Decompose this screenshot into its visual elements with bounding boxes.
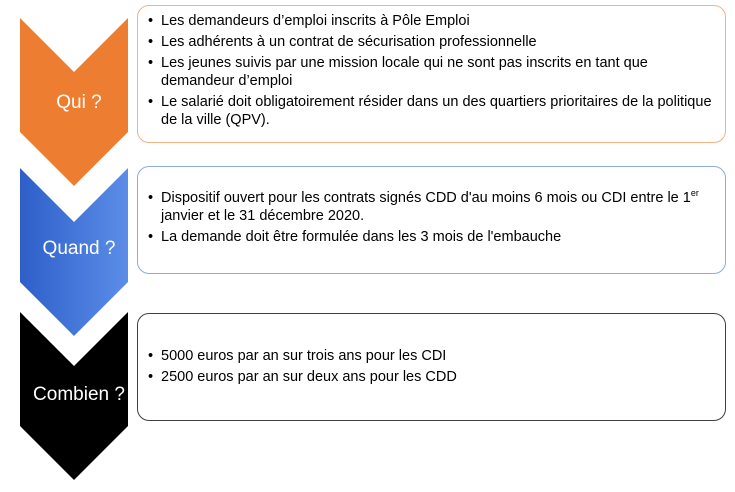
qui-box [137,5,726,143]
combien-box [137,313,726,421]
quand-box [137,166,726,274]
quand-item-text-2: janvier et le 31 décembre 2020. [161,208,365,224]
quand-item: • La demande doit être formulée dans les 3 mois de l'embauche [148,228,719,246]
qui-item: • Les jeunes suivis par une mission locale qui ne sont pas inscrits en tant que demandeur d’emploi [148,54,719,90]
quand-label: Quand ? [42,238,116,259]
quand-item-sup: er [690,188,699,199]
combien-item: • 2500 euros par an sur deux ans pour les CDD [148,368,719,386]
qui-item: • Le salarié doit obligatoirement résider dans un des quartiers prioritaires de la politique de la ville (QPV). [148,93,719,129]
combien-list [148,347,719,386]
combien-item: • 5000 euros par an sur trois ans pour les CDI [148,347,719,365]
quand-item-text-1: Dispositif ouvert pour les contrats signés CDD d'au moins 6 mois ou CDI entre le 1 [161,190,691,206]
qui-label: Qui ? [56,92,102,113]
qui-item: • Les adhérents à un contrat de sécurisation professionnelle [148,33,719,51]
quand-list [148,189,719,246]
qui-list [148,12,719,129]
qui-item: • Les demandeurs d’emploi inscrits à Pôle Emploi [148,12,719,30]
quand-item [148,189,719,225]
combien-label: Combien ? [33,384,125,405]
